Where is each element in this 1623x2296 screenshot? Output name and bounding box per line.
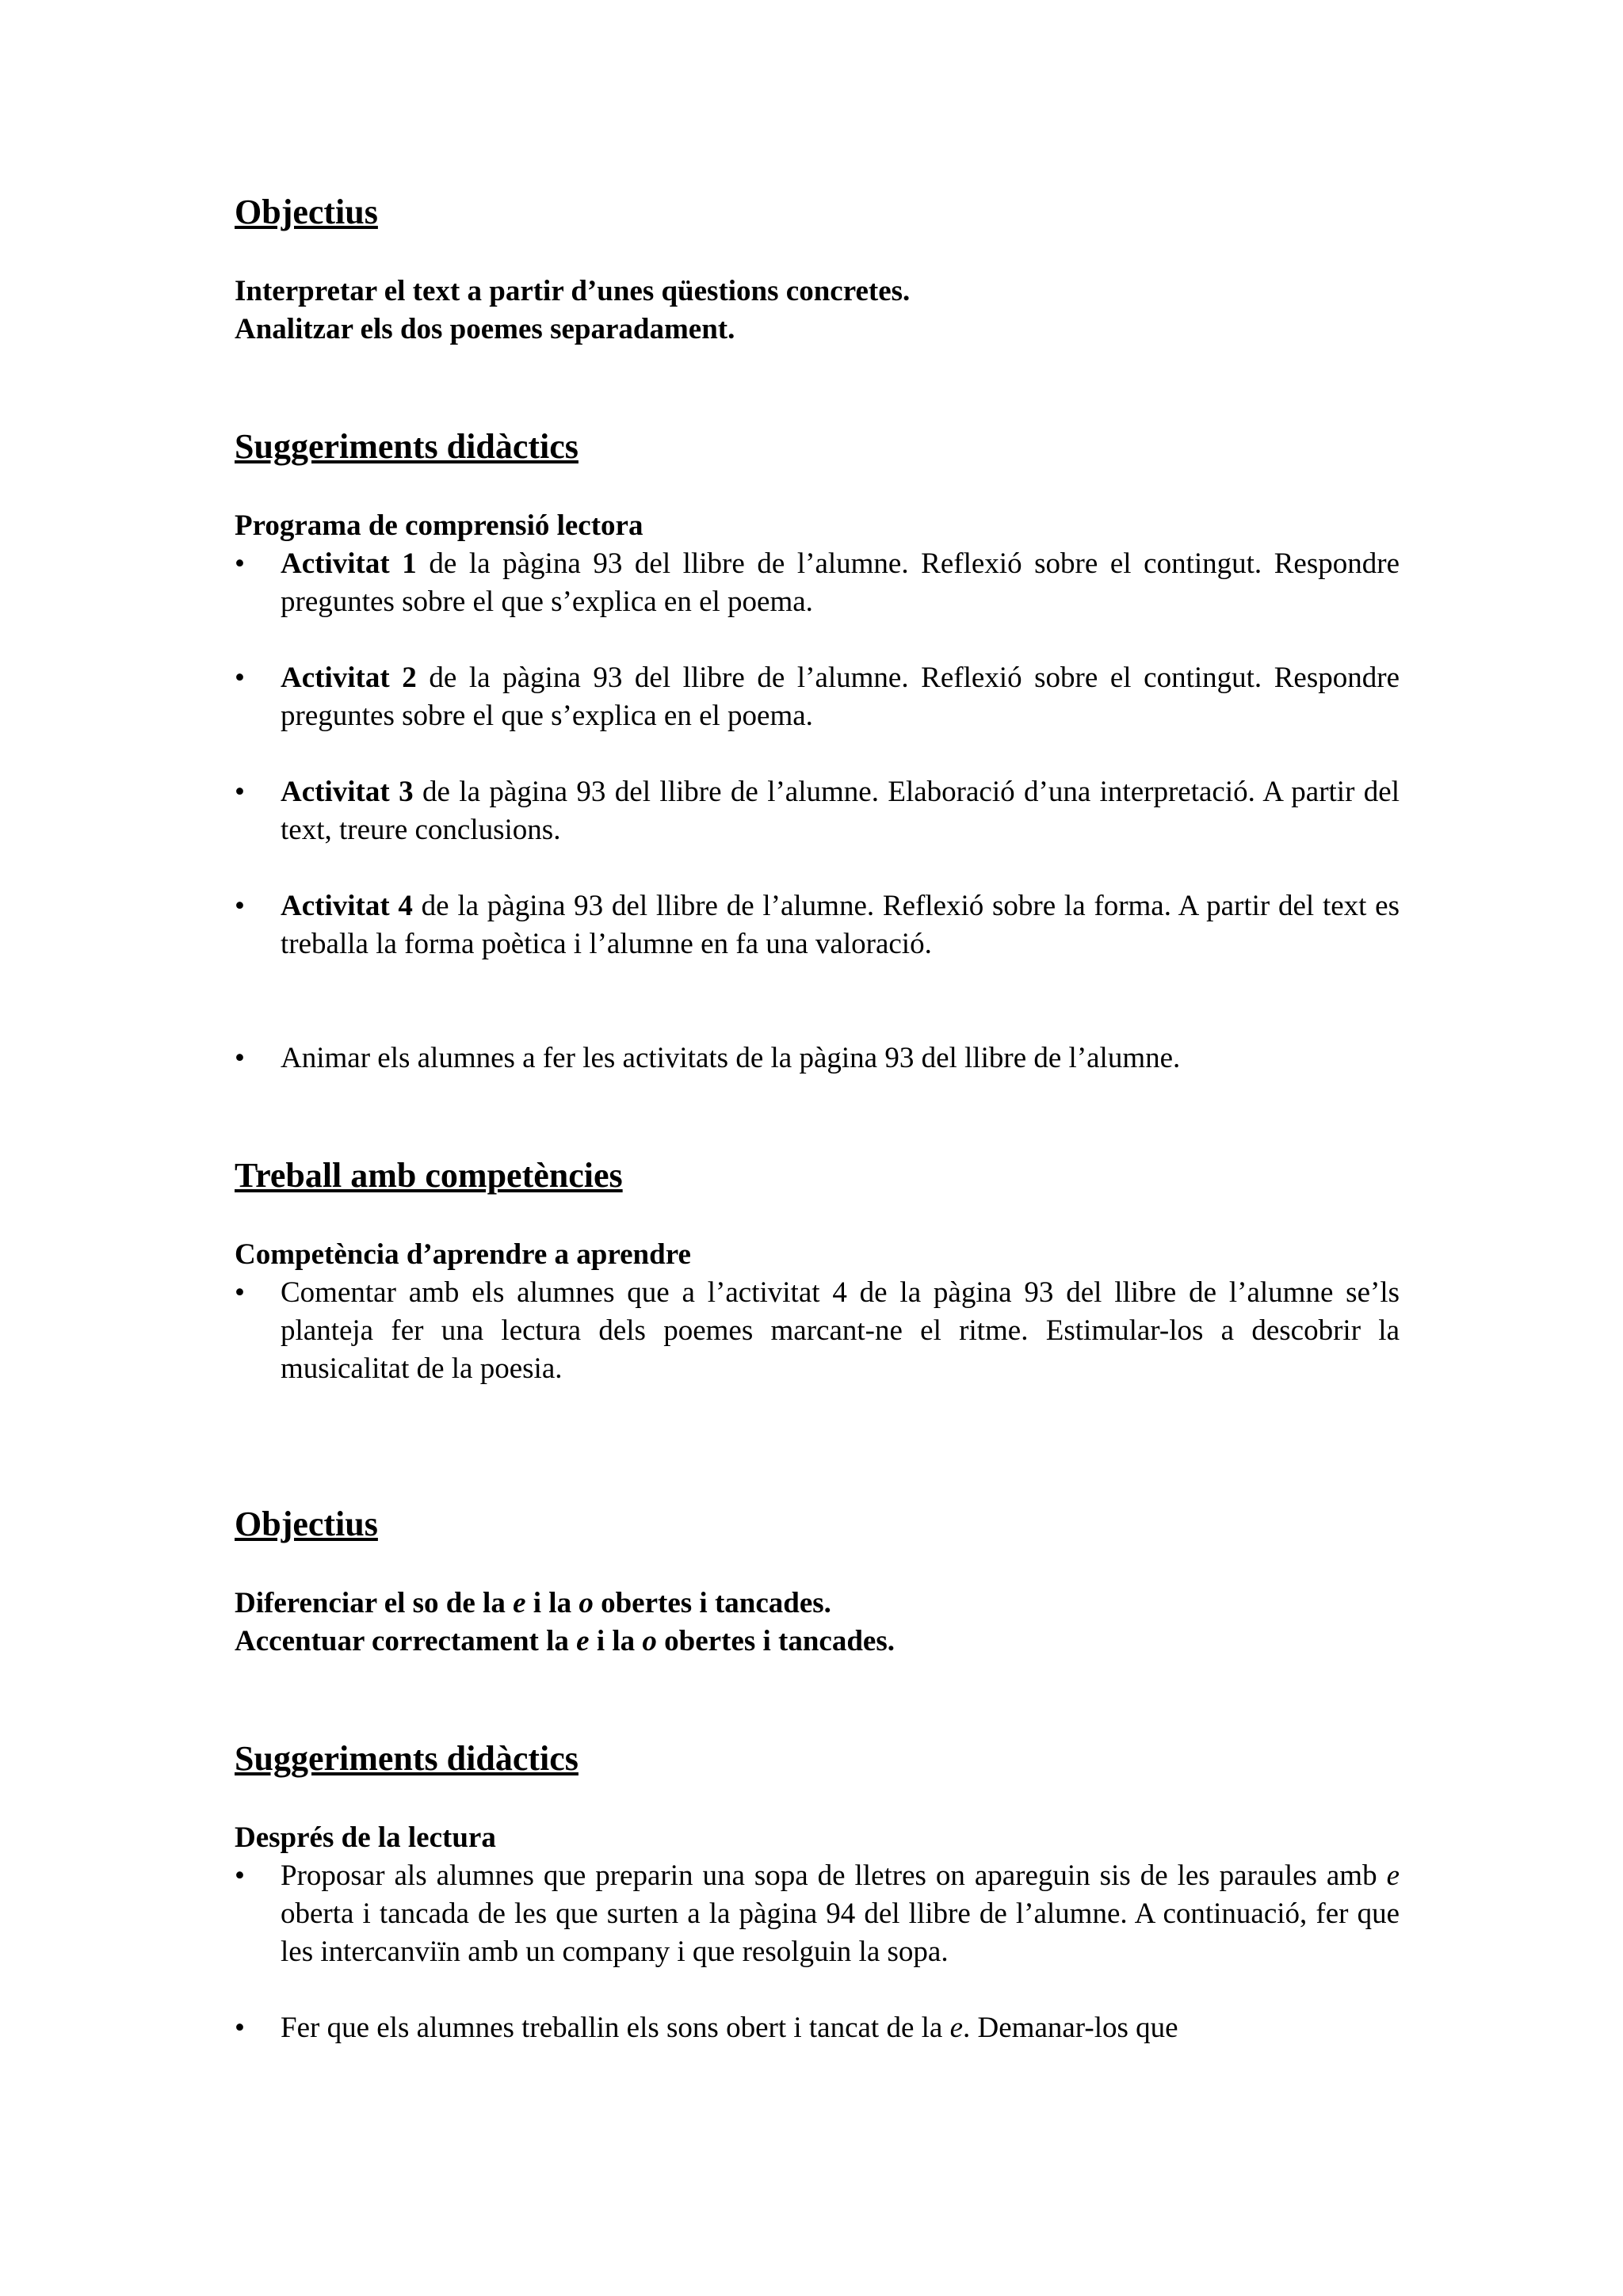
objective-3: Diferenciar el so de la e i la o obertes i tancades. [235,1587,831,1619]
competencia-subheading: Competència d’aprendre a aprendre [235,1238,691,1271]
activity-label: Activitat 2 [281,662,417,694]
activity-label: Activitat 4 [281,890,413,922]
spacer [235,621,1400,659]
animar-item [235,1039,1400,1077]
objectius-heading: Objectius [235,193,378,231]
spacer [235,735,1400,773]
bullet-icon: • [235,547,245,580]
spacer [235,963,1400,1039]
activity-label: Activitat 3 [281,776,414,808]
bullet-icon: • [235,776,245,808]
spacer [235,1971,1400,2009]
suggeriments-heading: Suggeriments didàctics [235,427,579,466]
activity-item [235,545,1400,621]
bullet-icon: • [235,662,245,694]
competencia-item [235,1274,1400,1388]
despres-item: • Fer que els alumnes treballin els sons obert i tancat de la e. Demanar-los que [235,2009,1400,2047]
activity-text: de la pàgina 93 del llibre de l’alumne. Elaboració d’una interpretació. A partir del text, treure conclusions. [281,776,1400,846]
document-content [235,190,1400,2047]
bullet-icon: • [235,2012,245,2044]
despres-subheading: Després de la lectura [235,1821,496,1854]
bullet-icon: • [235,1276,245,1309]
activity-text: de la pàgina 93 del llibre de l’alumne. Reflexió sobre el contingut. Respondre preguntes sobre el que s’explica en el poema. [281,662,1400,732]
activity-item [235,773,1400,849]
despres-item: • Proposar als alumnes que preparin una sopa de lletres on apareguin sis de les paraules amb e oberta i tancada de les que surten a la pàgina 94 del llibre de l’alumne. A continuació, fer que les intercanviïn amb un company i que resolguin la sopa. [235,1857,1400,1971]
despres-list [235,1857,1400,2047]
objective-1: Interpretar el text a partir d’unes qüestions concretes. [235,275,911,307]
objective-2: Analitzar els dos poemes separadament. [235,313,735,345]
program-subheading: Programa de comprensió lectora [235,509,643,542]
activity-label: Activitat 1 [281,547,417,580]
objective-4: Accentuar correctament la e i la o obertes i tancades. [235,1625,895,1657]
bullet-icon: • [235,1859,245,1892]
animar-text: Animar els alumnes a fer les activitats de la pàgina 93 del llibre de l’alumne. [281,1042,1181,1074]
bullet-icon: • [235,1042,245,1074]
competencia-text: Comentar amb els alumnes que a l’activitat 4 de la pàgina 93 del llibre de l’alumne se’ls planteja fer una lectura dels poemes marcant-ne el ritme. Estimular-los a descobrir la musicalitat de la poesia. [281,1276,1400,1385]
objectius-heading-2: Objectius [235,1505,378,1543]
activity-text: de la pàgina 93 del llibre de l’alumne. Reflexió sobre el contingut. Respondre preguntes sobre el que s’explica en el poema. [281,547,1400,618]
activity-item [235,659,1400,735]
treball-heading: Treball amb competències [235,1156,623,1195]
suggeriments-heading-2: Suggeriments didàctics [235,1739,579,1778]
bullet-icon: • [235,890,245,922]
activity-item [235,887,1400,963]
spacer [235,849,1400,887]
competencia-list [235,1274,1400,1388]
activities-list [235,545,1400,1077]
activity-text: de la pàgina 93 del llibre de l’alumne. Reflexió sobre la forma. A partir del text es treballa la forma poètica i l’alumne en fa una valoració. [281,890,1400,960]
